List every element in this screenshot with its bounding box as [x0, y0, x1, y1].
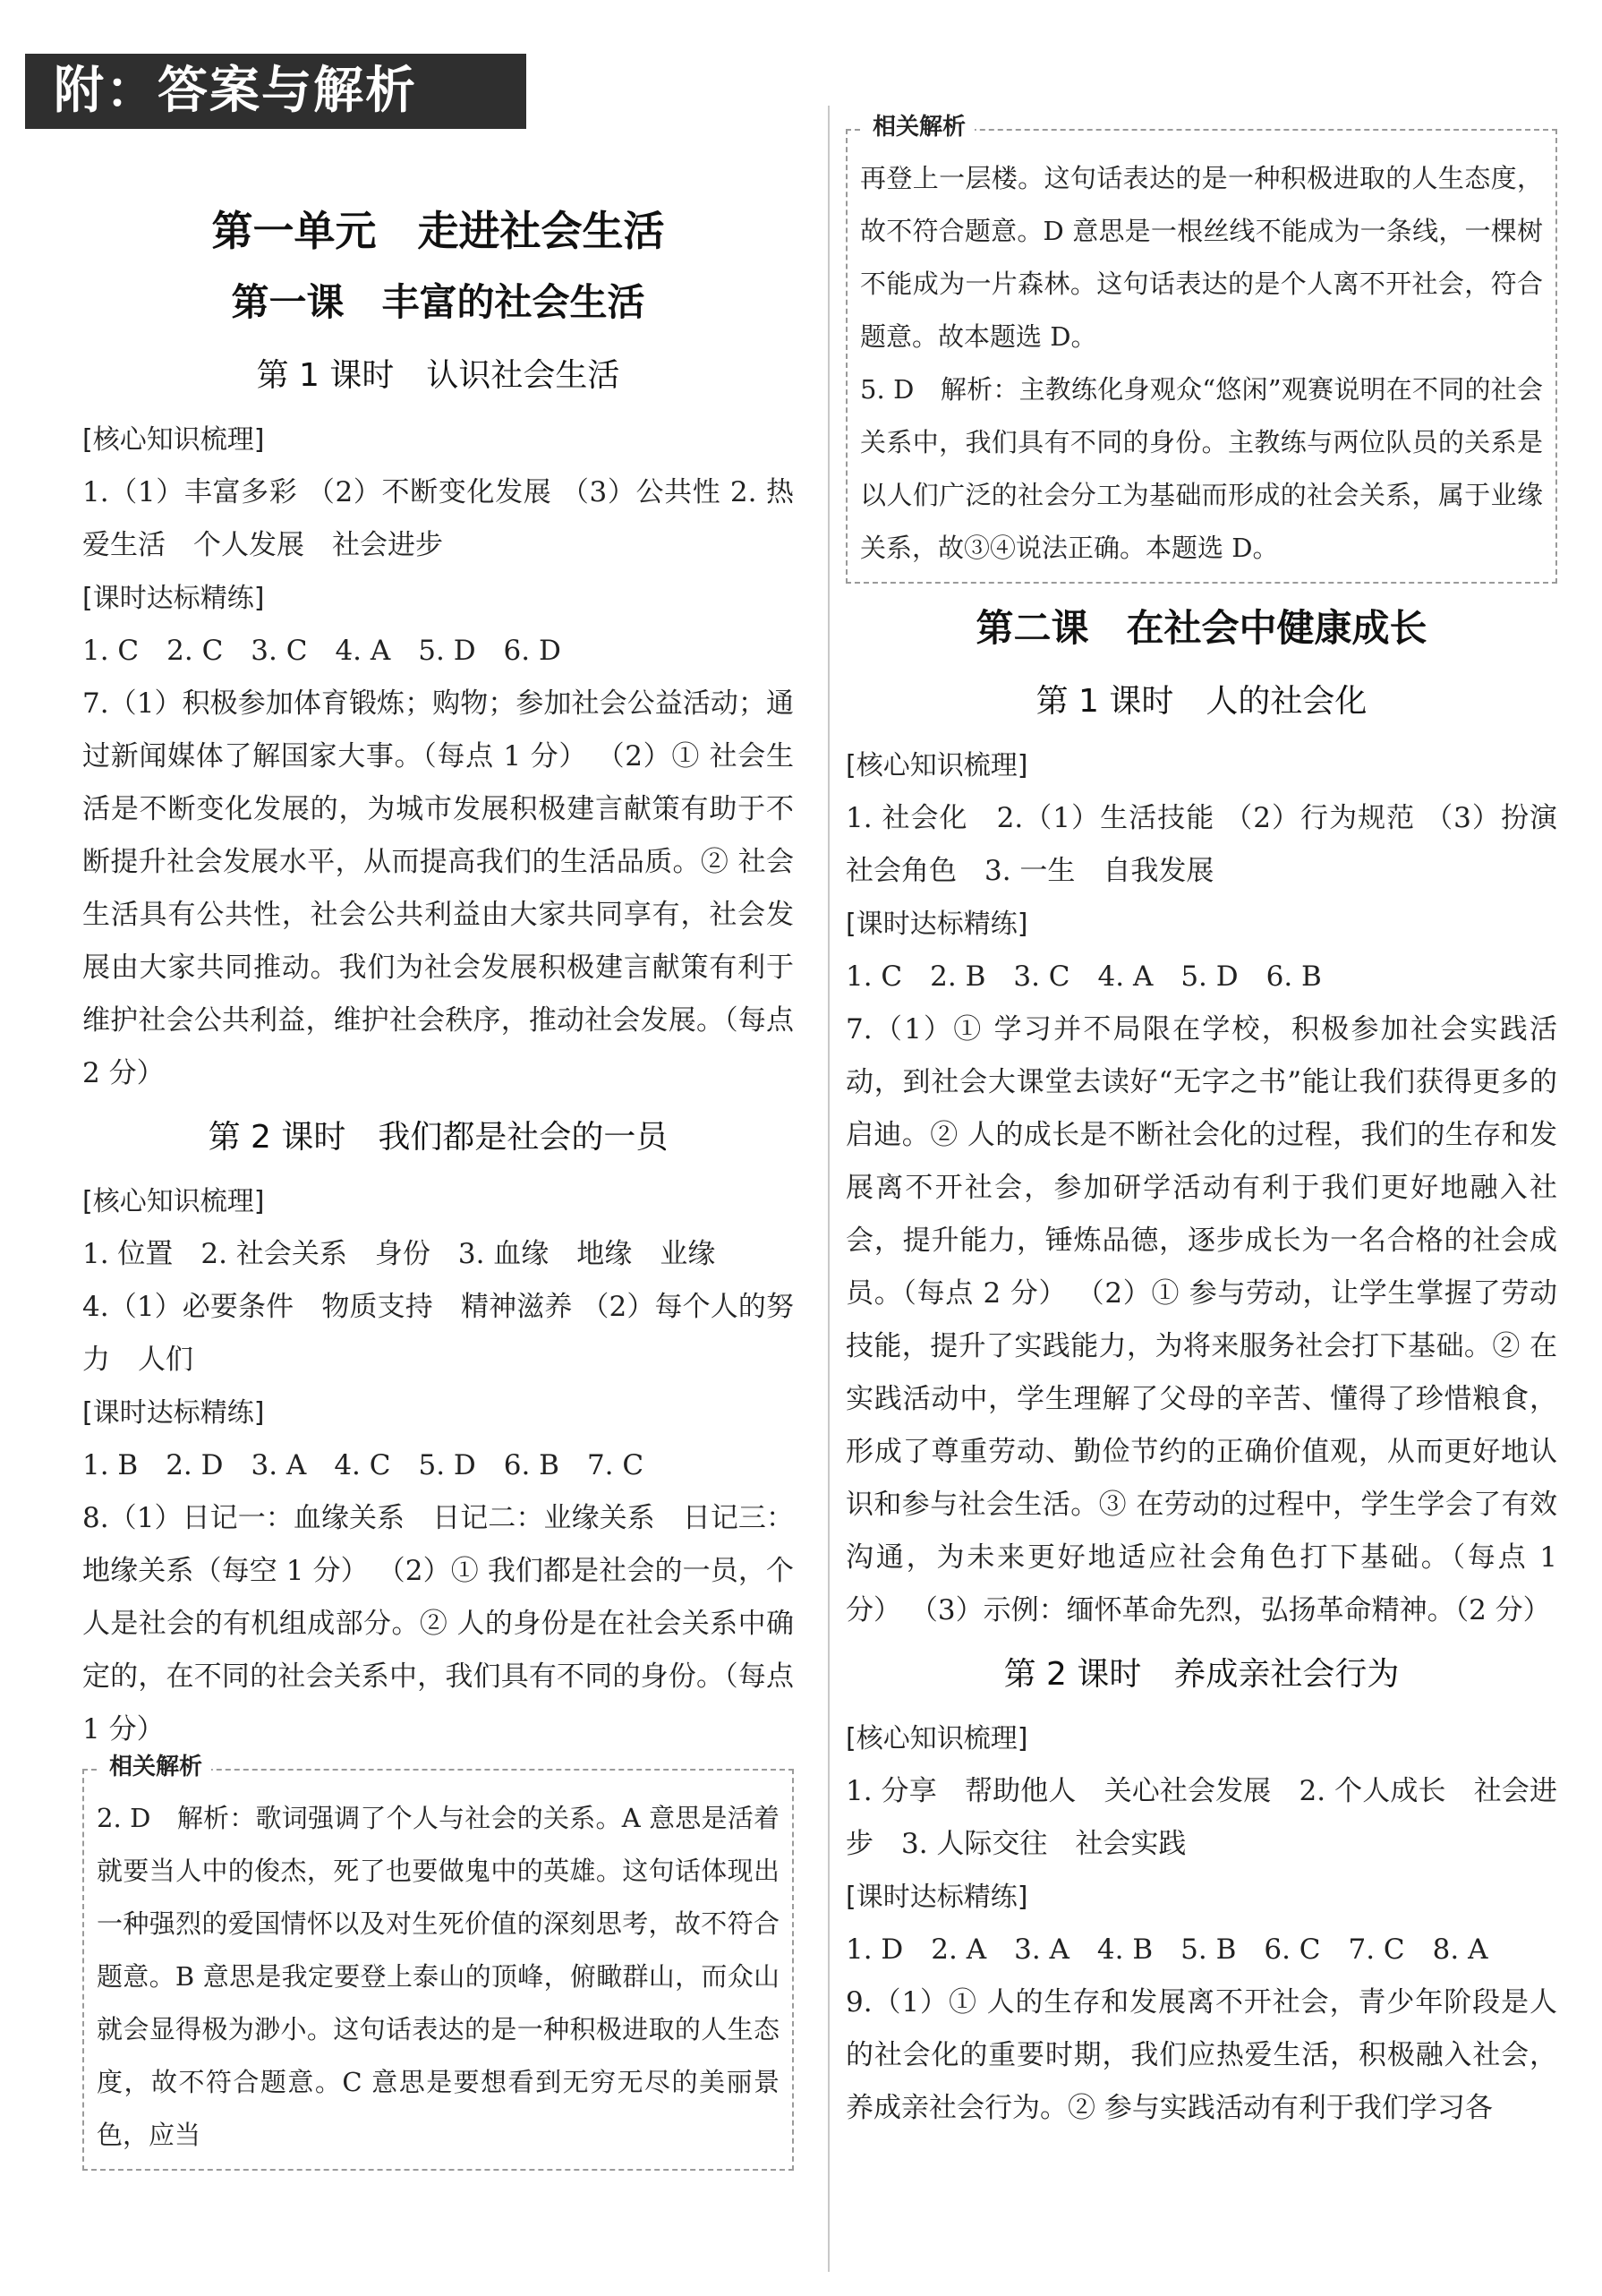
- core-knowledge-tag: [核心知识梳理]: [846, 1723, 1028, 1754]
- period-title: 第 2 课时 我们都是社会的一员: [208, 1119, 669, 1156]
- lesson-title: 第一课 丰富的社会生活: [231, 280, 645, 324]
- answer-multiple-choice: 1. C 2. C 3. C 4. A 5. D 6. D: [82, 635, 561, 667]
- answer-core: 1. 社会化 2.（1）生活技能 （2）行为规范 （3）扮演社会角色 3. 一生 自我发展: [846, 802, 1557, 887]
- analysis-title: 相关解析: [100, 1751, 211, 1783]
- answer-core: 1.（1）丰富多彩 （2）不断变化发展 （3）公共性 2. 热爱生活 个人发展 社会进步: [82, 476, 794, 561]
- practice-tag: [课时达标精练]: [82, 583, 265, 614]
- analysis-box: [846, 114, 1557, 584]
- practice-tag: [课时达标精练]: [82, 1397, 265, 1429]
- unit-title: 第一单元 走进社会生活: [211, 207, 665, 255]
- answer-question-7: 7.（1）积极参加体育锻炼；购物；参加社会公益活动；通过新闻媒体了解国家大事。（每点 1 分） （2）① 社会生活是不断变化发展的，为城市发展积极建言献策有助于不断提升社会发展水平，从而提高我们的生活品质。② 社会生活具有公共性，社会公共利益由大家共同享有，社会发展由大家共同推动。我们为社会发展积极建言献策有利于维护社会公共利益，维护社会秩序，推动社会发展。（每点 2 分）: [82, 687, 794, 1089]
- period-title: 第 2 课时 养成亲社会行为: [1003, 1656, 1400, 1693]
- answer-core: 1. 分享 帮助他人 关心社会发展 2. 个人成长 社会进步 3. 人际交往 社会实践: [846, 1775, 1557, 1860]
- answer-core: 1. 位置 2. 社会关系 身份 3. 血缘 地缘 业缘: [82, 1238, 716, 1270]
- answer-question-7: 7.（1）① 学习并不局限在学校，积极参加社会实践活动，到社会大课堂去读好“无字之书”能让我们获得更多的启迪。② 人的成长是不断社会化的过程，我们的生存和发展离不开社会，参加研学活动有利于我们更好地融入社会，提升能力，锤炼品德，逐步成长为一名合格的社会成员。（每点 2 分） （2）① 参与劳动，让学生掌握了劳动技能，提升了实践能力，为将来服务社会打下基础。② 在实践活动中，学生理解了父母的辛苦、懂得了珍惜粮食，形成了尊重劳动、勤俭节约的正确价值观，从而更好地认识和参与社会生活。③ 在劳动的过程中，学生学会了有效沟通，为未来更好地适应社会角色打下基础。（每点 1 分） （3）示例：缅怀革命先烈，弘扬革命精神。（2 分）: [846, 1013, 1557, 1626]
- core-knowledge-tag: [核心知识梳理]: [82, 424, 265, 456]
- core-knowledge-tag: [核心知识梳理]: [846, 750, 1028, 781]
- left-column: [82, 195, 794, 2176]
- answer-core: 4.（1）必要条件 物质支持 精神滋养 （2）每个人的努力 人们: [82, 1291, 794, 1376]
- right-column: [846, 107, 1557, 2135]
- analysis-text: 2. D 解析：歌词强调了个人与社会的关系。A 意思是活着就要当人中的俊杰，死了也要做鬼中的英雄。这句话体现出一种强烈的爱国情怀以及对生死价值的深刻思考，故不符合题意。B 意思是我定要登上泰山的顶峰，俯瞰群山，而众山就会显得极为渺小。这句话表达的是一种积极进取的人生态度，故不符合题意。C 意思是要想看到无穷无尽的美丽景色，应当: [97, 1803, 780, 2150]
- answer-multiple-choice: 1. B 2. D 3. A 4. C 5. D 6. B 7. C: [82, 1449, 644, 1481]
- period-title: 第 1 课时 认识社会生活: [256, 357, 620, 394]
- period-title: 第 1 课时 人的社会化: [1035, 683, 1368, 720]
- column-divider: [828, 106, 830, 2272]
- analysis-title: 相关解析: [864, 111, 975, 143]
- practice-tag: [课时达标精练]: [846, 909, 1028, 940]
- analysis-text: 5. D 解析：主教练化身观众“悠闲”观赛说明在不同的社会关系中，我们具有不同的身份。主教练与两位队员的关系是以人们广泛的社会分工为基础而形成的社会关系，属于业缘关系，故③④说法正确。本题选 D。: [860, 374, 1543, 563]
- practice-tag: [课时达标精练]: [846, 1882, 1028, 1913]
- analysis-text: 再登上一层楼。这句话表达的是一种积极进取的人生态度，故不符合题意。D 意思是一根丝线不能成为一条线，一棵树不能成为一片森林。这句话表达的是个人离不开社会，符合题意。故本题选 D。: [860, 163, 1543, 352]
- core-knowledge-tag: [核心知识梳理]: [82, 1186, 265, 1217]
- lesson-title: 第二课 在社会中健康成长: [976, 606, 1427, 650]
- answer-question-9: 9.（1）① 人的生存和发展离不开社会，青少年阶段是人的社会化的重要时期，我们应热爱生活，积极融入社会，养成亲社会行为。② 参与实践活动有利于我们学习各: [846, 1986, 1557, 2124]
- analysis-box: [82, 1754, 794, 2171]
- banner-title: 附：答案与解析: [54, 62, 417, 120]
- answer-multiple-choice: 1. C 2. B 3. C 4. A 5. D 6. B: [846, 960, 1322, 993]
- answer-question-8: 8.（1）日记一：血缘关系 日记二：业缘关系 日记三：地缘关系（每空 1 分） （2）① 我们都是社会的一员，个人是社会的有机组成部分。② 人的身份是在社会关系中确定的，在不同的社会关系中，我们具有不同的身份。（每点 1 分）: [82, 1502, 794, 1745]
- answer-multiple-choice: 1. D 2. A 3. A 4. B 5. B 6. C 7. C 8. A: [846, 1933, 1488, 1966]
